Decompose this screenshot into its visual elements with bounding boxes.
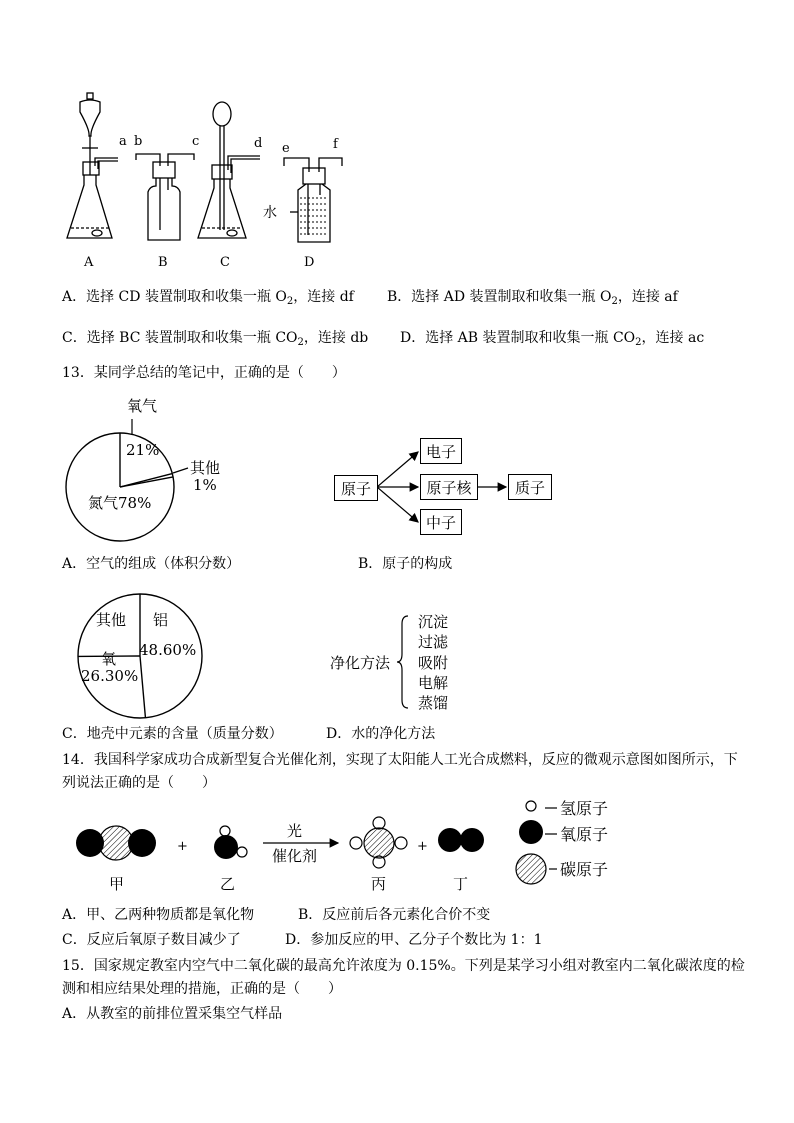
q13-stem: 13．某同学总结的笔记中，正确的是（ ） (62, 365, 346, 381)
port-c: c (192, 134, 200, 149)
purify-method: 沉淀 (418, 613, 449, 631)
name-yi: 乙 (220, 875, 236, 893)
plus-sign: + (417, 839, 428, 854)
q12-option-c: C．选择 BC 装置制取和收集一瓶 $CO_2$，连接 db (62, 330, 369, 348)
air-nitrogen-label: 氮气78% (88, 494, 152, 512)
port-b: b (134, 134, 143, 149)
port-d: d (254, 136, 263, 151)
q15-option-a: A．从教室的前排位置采集空气样品 (62, 1006, 283, 1022)
q13-option-b: B．原子的构成 (358, 556, 453, 572)
apparatus-b (136, 154, 194, 240)
q14-stem-line2: 列说法正确的是（ ） (62, 775, 216, 791)
air-oxygen-pct: 21% (126, 441, 160, 459)
q12-option-a: A．选择 CD 装置制取和收集一瓶 $O_2$，连接 df (62, 289, 354, 307)
water-fill (300, 198, 328, 234)
nucleus-box: 原子核 (420, 474, 478, 500)
atom-legend (516, 799, 608, 884)
port-f: f (333, 137, 338, 152)
proton-box: 质子 (508, 474, 552, 500)
purify-title: 净化方法 (330, 654, 391, 672)
q13-option-a: A．空气的组成（体积分数） (62, 556, 241, 572)
nitrogen-slice-boundary (120, 477, 173, 487)
port-a: a (119, 134, 127, 149)
molecule-ch3oh (350, 817, 407, 868)
molecule-co2 (76, 826, 156, 860)
legend-carbon: 碳原子 (560, 860, 609, 879)
q15-stem-line2: 测和相应结果处理的措施，正确的是（ ） (62, 981, 342, 997)
q14-option-a: A．甲、乙两种物质都是氧化物 (62, 907, 255, 923)
label-a: A (84, 255, 94, 270)
neutron-box: 中子 (420, 509, 462, 535)
purify-method: 电解 (418, 674, 449, 692)
label-c: C (220, 255, 230, 270)
crust-aluminum-pct: 48.60% (139, 641, 197, 659)
water-label: 水 (263, 205, 277, 221)
oxygen-slice-boundary (140, 656, 145, 718)
q14-stem-line1: 14．我国科学家成功合成新型复合光催化剂，实现了太阳能人工光合成燃料，反应的微观示意图如图所示，下 (62, 752, 738, 768)
q13-option-d: D．水的净化方法 (326, 726, 436, 742)
q14-option-d: D．参加反应的甲、乙分子个数比为 1：1 (285, 932, 543, 948)
atom-box: 原子 (334, 475, 378, 501)
other-leader (173, 468, 188, 473)
air-other-pct: 1% (193, 476, 217, 494)
crust-aluminum-label: 铝 (153, 611, 169, 629)
q12-option-d: D．选择 AB 装置制取和收集一瓶 $CO_2$，连接 ac (400, 330, 705, 348)
molecule-o2 (438, 828, 484, 852)
crust-oxygen-label: 氧 (101, 650, 117, 668)
port-e: e (282, 141, 290, 156)
purify-method: 过滤 (418, 633, 449, 651)
reaction-diagram (60, 795, 660, 895)
apparatus-c (198, 102, 263, 238)
name-ding: 丁 (453, 875, 469, 893)
q14-option-c: C．反应后氧原子数目减少了 (62, 932, 241, 948)
molecule-h2o (214, 826, 247, 859)
purify-method: 吸附 (418, 654, 449, 672)
crust-other-label: 其他 (96, 611, 127, 629)
label-d: D (304, 255, 315, 270)
air-other-label: 其他 (190, 459, 221, 477)
legend-hydrogen: 氢原子 (560, 799, 609, 818)
apparatus-d (284, 158, 342, 242)
electron-box: 电子 (420, 438, 462, 464)
arrow-condition-light: 光 (287, 822, 303, 840)
arrow-condition-catalyst: 催化剂 (272, 847, 318, 865)
purify-method: 蒸馏 (418, 694, 449, 712)
label-b: B (158, 255, 168, 270)
name-bing: 丙 (371, 875, 387, 893)
apparatus-a (67, 93, 118, 238)
plus-sign: + (177, 839, 188, 854)
legend-oxygen: 氧原子 (560, 825, 609, 844)
q13-option-c: C．地壳中元素的含量（质量分数） (62, 726, 283, 742)
purify-brace (396, 614, 410, 710)
q12-option-b: B．选择 AD 装置制取和收集一瓶 $O_2$，连接 af (387, 289, 678, 307)
q14-option-b: B．反应前后各元素化合价不变 (298, 907, 491, 923)
crust-oxygen-pct: 26.30% (81, 667, 139, 685)
name-jia: 甲 (109, 875, 125, 893)
air-oxygen-label: 氧气 (127, 397, 158, 415)
q15-stem-line1: 15．国家规定教室内空气中二氧化碳的最高允许浓度为 0.15%。下列是某学习小组对教室内二氧化碳浓度的检 (62, 958, 745, 974)
apparatus-figure (60, 90, 360, 275)
